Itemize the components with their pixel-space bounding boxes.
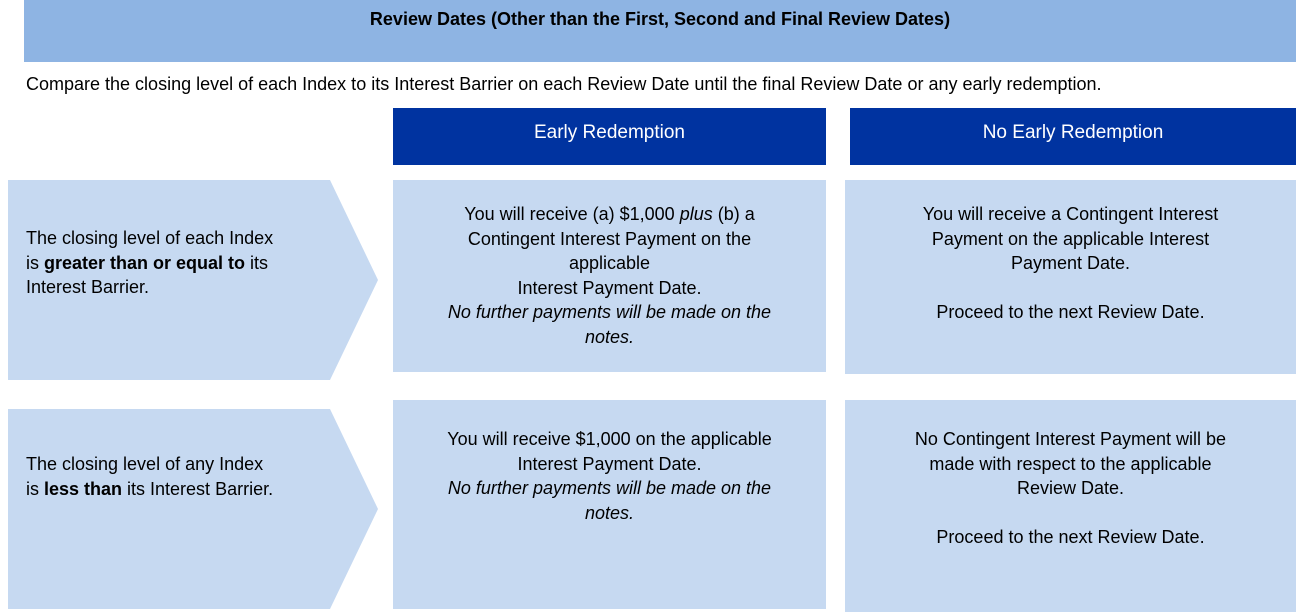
column-header-early-redemption	[393, 108, 826, 165]
condition-emphasis: less than	[44, 478, 123, 499]
section-header	[24, 0, 1296, 62]
condition-text-row2: The closing level of any Index is less than its Interest Barrier.	[26, 454, 274, 499]
column-header-no-early-redemption	[850, 108, 1296, 165]
column-label-no-early: No Early Redemption	[982, 122, 1164, 143]
outcome-box-row2-no-early: No Contingent Interest Payment will be made with respect to the applicable Review Date. Proceed to the next Review Date.	[845, 400, 1296, 612]
column-label-early: Early Redemption	[533, 122, 686, 143]
condition-text-row1: The closing level of each Index is greater than or equal to its Interest Barrier.	[26, 228, 274, 297]
intro-text: Compare the closing level of each Index to its Interest Barrier on each Review Date until the final Review Date or any early redemption.	[26, 74, 1102, 94]
arrow-shape-icon	[8, 409, 380, 609]
outcome-box-row1-no-early: You will receive a Contingent Interest Payment on the applicable Interest Payment Date. Proceed to the next Review Date.	[845, 180, 1296, 374]
section-title: Review Dates (Other than the First, Second and Final Review Dates)	[369, 9, 951, 29]
condition-emphasis: greater than or equal to	[44, 252, 246, 273]
outcome-box-row1-early: You will receive (a) $1,000 plus (b) a Contingent Interest Payment on the applicable Interest Payment Date. No further payments will be made on the notes.	[393, 180, 826, 372]
condition-arrow-row2	[8, 409, 380, 609]
outcome-box-row2-early: You will receive $1,000 on the applicable Interest Payment Date. No further payments will be made on the notes.	[393, 400, 826, 609]
